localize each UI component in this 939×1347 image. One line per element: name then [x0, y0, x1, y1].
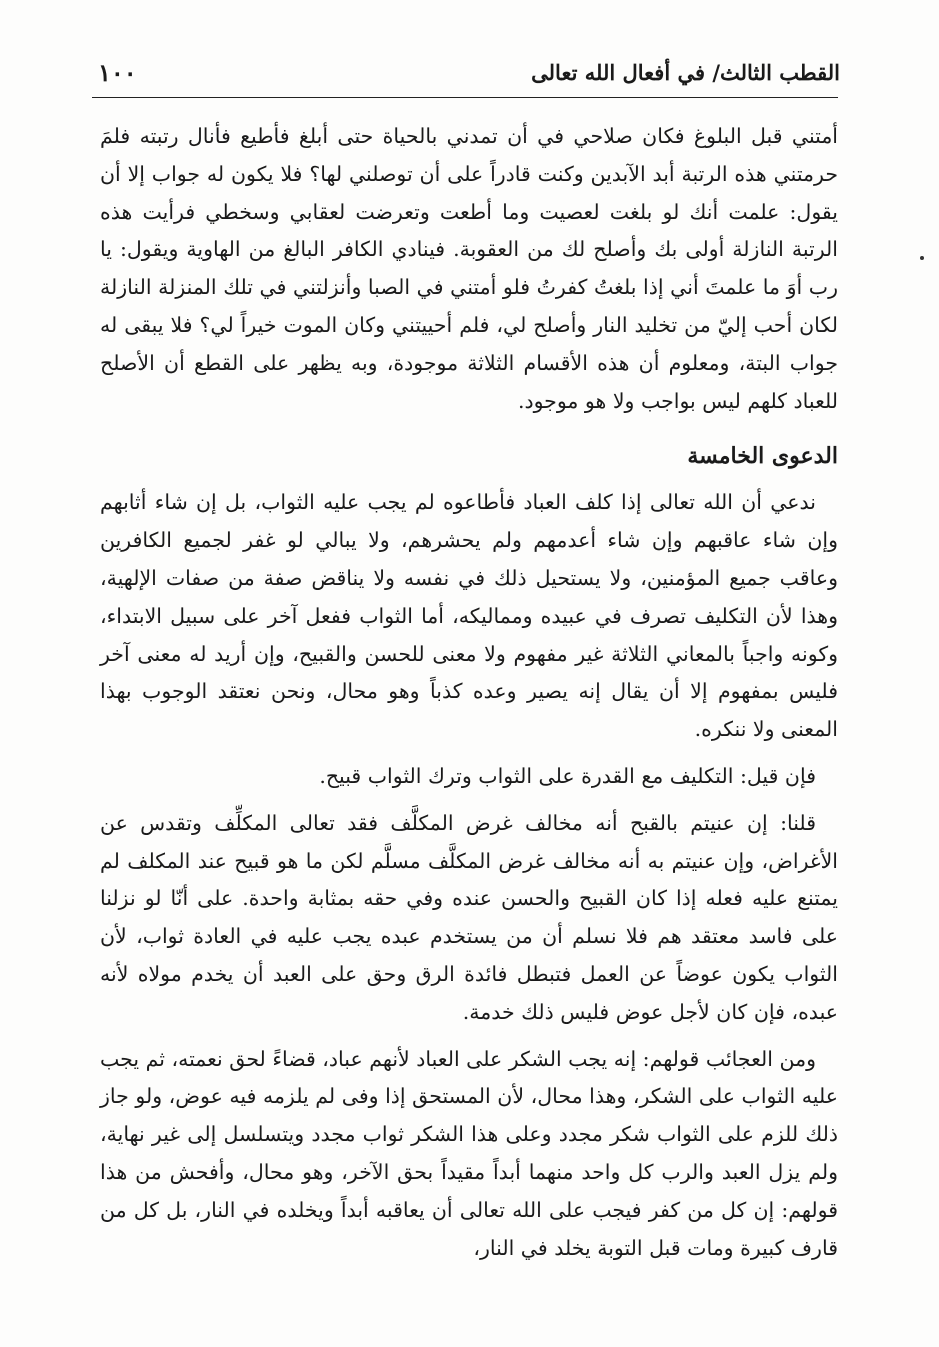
paragraph-objection: فإن قيل: التكليف مع القدرة على الثواب وترك الثواب قبيح. — [319, 763, 816, 788]
paragraph-claim: ندعي أن الله تعالى إذا كلف العباد فأطاعوه لم يجب عليه الثواب، بل إن شاء أثابهم وإن شاء عاقبهم وإن شاء أعدمهم ولم يحشرهم، ولا يبالي لو غفر لجميع الكافرين وعاقب جميع المؤمنين، ولا يستحيل ذلك في نفسه ولا يناقض صفة من صفات الإلهية، وهذا لأن التكليف تصرف في عبيده ومماليكه، أما الثواب ففعل آخر على سبيل الابتداء، وكونه واجباً بالمعاني الثلاثة غير مفهوم ولا معنى للحسن والقبيح، وإن أريد له معنى آخر فليس بمفهوم إلا أن يقال إنه يصير وعده كذباً وهو محال، ونحن نعتقد الوجوب بهذا المعنى ولا ننكره. — [100, 490, 838, 742]
body-text — [100, 118, 838, 1267]
running-title: القطب الثالث/ في أفعال الله تعالى — [531, 60, 840, 85]
header-rule — [92, 97, 838, 98]
paragraph-continuation: أمتني قبل البلوغ فكان صلاحي في أن تمدني بالحياة حتى أبلغ فأطيع فأنال رتبته فلمَ حرمتني هذه الرتبة أبد الآبدين وكنت قادراً على أن توصلني لها؟ فلا يكون له جواب إلا أن يقول: علمت أنك لو بلغت لعصيت وما أطعت وتعرضت لعقابي وسخطي فرأيت هذه الرتبة النازلة أولى بك وأصلح لك من العقوبة. فينادي الكافر البالغ من الهاوية ويقول: يا رب أوَ ما علمتَ أني إذا بلغتُ كفرتُ فلو أمتني في الصبا وأنزلتني في تلك المنزلة النازلة لكان أحب إليّ من تخليد النار وأصلح لي، فلم أحييتني وكان الموت خيراً لي؟ فلا يبقى له جواب البتة، ومعلوم أن هذه الأقسام الثلاثة موجودة، وبه يظهر على القطع أن الأصلح للعباد كلهم ليس بواجب ولا هو موجود. — [100, 124, 838, 413]
section-heading: الدعوى الخامسة — [687, 443, 838, 470]
page-header — [90, 58, 840, 94]
paragraph-wonders: ومن العجائب قولهم: إنه يجب الشكر على العباد لأنهم عباد، قضاءً لحق نعمته، ثم يجب عليه الثواب على الشكر، وهذا محال، لأن المستحق إذا وفى لم يلزمه فيه عوض، ولو جاز ذلك للزم على الثواب شكر مجدد وعلى هذا الشكر ثواب مجدد ويتسلسل إلى غير نهاية، ولم يزل العبد والرب كل واحد منهما أبداً مقيداً بحق الآخر، وهو محال، وأفحش من هذا قولهم: إن كل من كفر فيجب على الله تعالى أن يعاقبه أبداً ويخلده في النار، بل كل من قارف كبيرة ومات قبل التوبة يخلد في النار، — [100, 1046, 838, 1260]
scan-speck — [920, 256, 924, 260]
page-number: ١٠٠ — [98, 58, 137, 87]
paragraph-reply: قلنا: إن عنيتم بالقبح أنه مخالف غرض المكلَّف فقد تعالى المكلِّف وتقدس عن الأغراض، وإن عنيتم به أنه مخالف غرض المكلَّف مسلَّم لكن ما هو قبيح عند المكلف لم يمتنع عليه فعله إذا كان القبيح والحسن عنده وفي حقه بمثابة واحدة. على أنّا لو نزلنا على فاسد معتقد هم فلا نسلم أن من يستخدم عبده يجب عليه في العادة ثواب، لأن الثواب يكون عوضاً عن العمل فتبطل فائدة الرق وحق على العبد أن يخدم مولاه لأنه عبده، فإن كان لأجل عوض فليس ذلك خدمة. — [100, 810, 838, 1024]
